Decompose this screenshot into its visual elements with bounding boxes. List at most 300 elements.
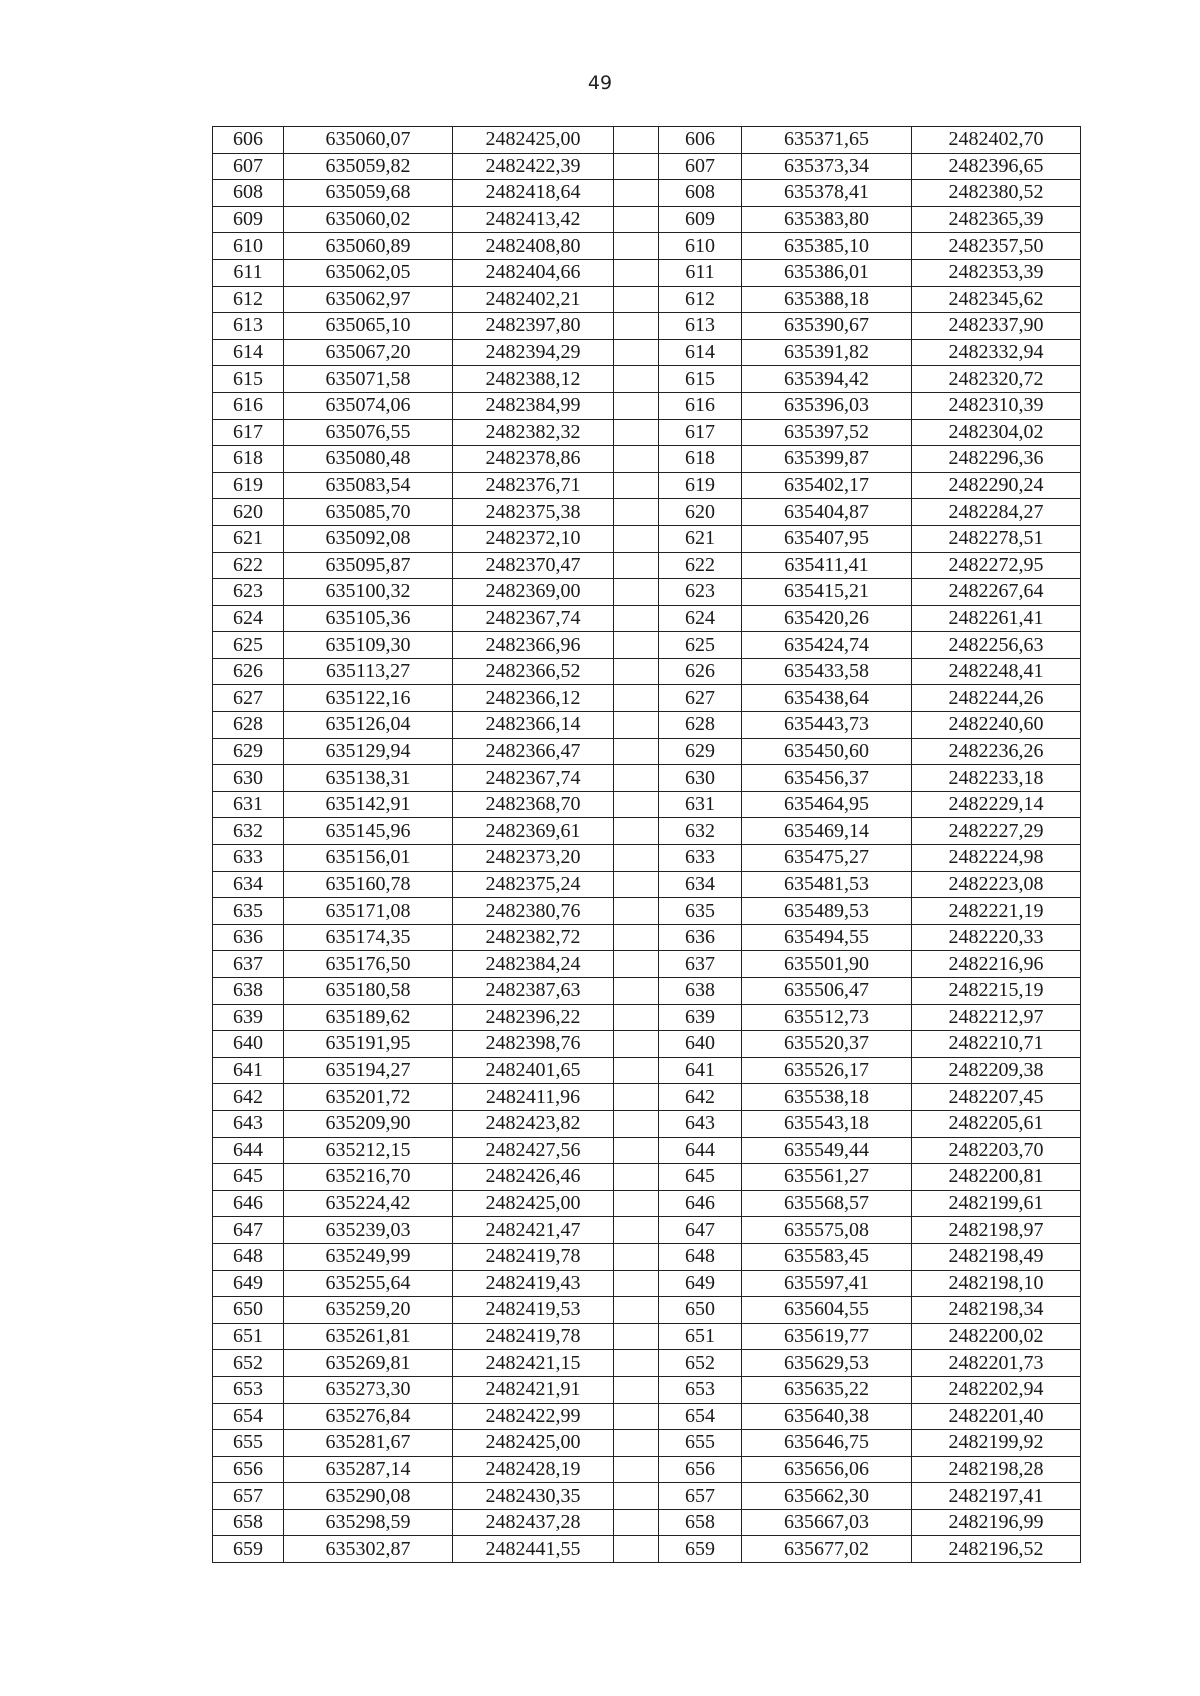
table-row [213, 1350, 1081, 1377]
x-coordinate-left: 635156,01 [284, 845, 453, 872]
y-coordinate-left: 2482382,72 [453, 924, 614, 951]
empty-separator-cell [614, 871, 659, 898]
x-coordinate-left: 635083,54 [284, 472, 453, 499]
table-row [213, 1084, 1081, 1111]
x-coordinate-right: 635481,53 [742, 871, 912, 898]
point-number-left: 632 [213, 818, 284, 845]
point-number-left: 637 [213, 951, 284, 978]
y-coordinate-right: 2482380,52 [912, 180, 1081, 207]
table-row [213, 1536, 1081, 1563]
point-number-right: 650 [659, 1297, 742, 1324]
y-coordinate-right: 2482212,97 [912, 1004, 1081, 1031]
point-number-right: 609 [659, 206, 742, 233]
y-coordinate-left: 2482368,70 [453, 791, 614, 818]
point-number-left: 651 [213, 1323, 284, 1350]
empty-separator-cell [614, 818, 659, 845]
table-row [213, 1110, 1081, 1137]
x-coordinate-left: 635176,50 [284, 951, 453, 978]
point-number-right: 615 [659, 366, 742, 393]
point-number-left: 646 [213, 1190, 284, 1217]
coordinates-table [212, 126, 1081, 1563]
y-coordinate-right: 2482196,52 [912, 1536, 1081, 1563]
empty-separator-cell [614, 924, 659, 951]
y-coordinate-right: 2482304,02 [912, 419, 1081, 446]
empty-separator-cell [614, 1243, 659, 1270]
table-row [213, 180, 1081, 207]
y-coordinate-left: 2482428,19 [453, 1456, 614, 1483]
point-number-right: 614 [659, 339, 742, 366]
empty-separator-cell [614, 605, 659, 632]
x-coordinate-left: 635060,07 [284, 127, 453, 154]
x-coordinate-right: 635407,95 [742, 525, 912, 552]
table-row [213, 259, 1081, 286]
point-number-left: 653 [213, 1376, 284, 1403]
empty-separator-cell [614, 1376, 659, 1403]
x-coordinate-left: 635122,16 [284, 685, 453, 712]
empty-separator-cell [614, 1536, 659, 1563]
empty-separator-cell [614, 1217, 659, 1244]
y-coordinate-left: 2482425,00 [453, 127, 614, 154]
y-coordinate-right: 2482203,70 [912, 1137, 1081, 1164]
y-coordinate-right: 2482229,14 [912, 791, 1081, 818]
table-row [213, 1164, 1081, 1191]
x-coordinate-left: 635092,08 [284, 525, 453, 552]
x-coordinate-right: 635520,37 [742, 1031, 912, 1058]
point-number-right: 623 [659, 579, 742, 606]
x-coordinate-right: 635415,21 [742, 579, 912, 606]
y-coordinate-right: 2482198,49 [912, 1243, 1081, 1270]
x-coordinate-right: 635399,87 [742, 446, 912, 473]
x-coordinate-right: 635583,45 [742, 1243, 912, 1270]
y-coordinate-left: 2482370,47 [453, 552, 614, 579]
point-number-right: 631 [659, 791, 742, 818]
point-number-right: 639 [659, 1004, 742, 1031]
x-coordinate-left: 635142,91 [284, 791, 453, 818]
x-coordinate-left: 635298,59 [284, 1509, 453, 1536]
x-coordinate-left: 635201,72 [284, 1084, 453, 1111]
x-coordinate-right: 635394,42 [742, 366, 912, 393]
point-number-left: 658 [213, 1509, 284, 1536]
empty-separator-cell [614, 658, 659, 685]
y-coordinate-left: 2482421,47 [453, 1217, 614, 1244]
y-coordinate-left: 2482422,39 [453, 153, 614, 180]
table-row [213, 1270, 1081, 1297]
table-row [213, 1137, 1081, 1164]
x-coordinate-left: 635059,68 [284, 180, 453, 207]
point-number-left: 616 [213, 392, 284, 419]
point-number-right: 633 [659, 845, 742, 872]
y-coordinate-right: 2482220,33 [912, 924, 1081, 951]
empty-separator-cell [614, 1483, 659, 1510]
x-coordinate-right: 635386,01 [742, 259, 912, 286]
y-coordinate-right: 2482209,38 [912, 1057, 1081, 1084]
x-coordinate-right: 635489,53 [742, 898, 912, 925]
y-coordinate-left: 2482387,63 [453, 978, 614, 1005]
y-coordinate-left: 2482369,61 [453, 818, 614, 845]
point-number-right: 630 [659, 765, 742, 792]
empty-separator-cell [614, 1004, 659, 1031]
x-coordinate-right: 635619,77 [742, 1323, 912, 1350]
empty-separator-cell [614, 738, 659, 765]
y-coordinate-right: 2482199,61 [912, 1190, 1081, 1217]
x-coordinate-right: 635543,18 [742, 1110, 912, 1137]
point-number-right: 621 [659, 525, 742, 552]
point-number-right: 652 [659, 1350, 742, 1377]
point-number-left: 647 [213, 1217, 284, 1244]
x-coordinate-right: 635397,52 [742, 419, 912, 446]
y-coordinate-left: 2482419,78 [453, 1323, 614, 1350]
x-coordinate-right: 635456,37 [742, 765, 912, 792]
point-number-left: 640 [213, 1031, 284, 1058]
point-number-left: 642 [213, 1084, 284, 1111]
point-number-right: 608 [659, 180, 742, 207]
point-number-right: 606 [659, 127, 742, 154]
point-number-right: 636 [659, 924, 742, 951]
y-coordinate-left: 2482418,64 [453, 180, 614, 207]
y-coordinate-left: 2482411,96 [453, 1084, 614, 1111]
table-row [213, 632, 1081, 659]
empty-separator-cell [614, 1323, 659, 1350]
point-number-right: 654 [659, 1403, 742, 1430]
x-coordinate-left: 635302,87 [284, 1536, 453, 1563]
point-number-left: 639 [213, 1004, 284, 1031]
table-row [213, 206, 1081, 233]
table-row [213, 579, 1081, 606]
x-coordinate-left: 635059,82 [284, 153, 453, 180]
point-number-left: 615 [213, 366, 284, 393]
point-number-left: 633 [213, 845, 284, 872]
empty-separator-cell [614, 472, 659, 499]
table-row [213, 712, 1081, 739]
point-number-left: 612 [213, 286, 284, 313]
y-coordinate-right: 2482267,64 [912, 579, 1081, 606]
y-coordinate-right: 2482200,02 [912, 1323, 1081, 1350]
table-row [213, 1190, 1081, 1217]
x-coordinate-left: 635100,32 [284, 579, 453, 606]
y-coordinate-left: 2482402,21 [453, 286, 614, 313]
x-coordinate-right: 635411,41 [742, 552, 912, 579]
point-number-left: 626 [213, 658, 284, 685]
point-number-left: 654 [213, 1403, 284, 1430]
point-number-right: 640 [659, 1031, 742, 1058]
empty-separator-cell [614, 685, 659, 712]
y-coordinate-right: 2482332,94 [912, 339, 1081, 366]
x-coordinate-right: 635371,65 [742, 127, 912, 154]
y-coordinate-left: 2482372,10 [453, 525, 614, 552]
y-coordinate-left: 2482425,00 [453, 1430, 614, 1457]
point-number-left: 625 [213, 632, 284, 659]
point-number-left: 611 [213, 259, 284, 286]
x-coordinate-left: 635287,14 [284, 1456, 453, 1483]
empty-separator-cell [614, 366, 659, 393]
empty-separator-cell [614, 1403, 659, 1430]
x-coordinate-right: 635388,18 [742, 286, 912, 313]
x-coordinate-right: 635575,08 [742, 1217, 912, 1244]
point-number-right: 619 [659, 472, 742, 499]
table-row [213, 127, 1081, 154]
point-number-left: 627 [213, 685, 284, 712]
table-row [213, 153, 1081, 180]
page-number: 49 [587, 72, 613, 94]
point-number-right: 648 [659, 1243, 742, 1270]
empty-separator-cell [614, 1509, 659, 1536]
x-coordinate-right: 635469,14 [742, 818, 912, 845]
x-coordinate-left: 635224,42 [284, 1190, 453, 1217]
empty-separator-cell [614, 978, 659, 1005]
x-coordinate-left: 635080,48 [284, 446, 453, 473]
x-coordinate-left: 635174,35 [284, 924, 453, 951]
x-coordinate-right: 635420,26 [742, 605, 912, 632]
x-coordinate-left: 635062,05 [284, 259, 453, 286]
table-row [213, 1057, 1081, 1084]
table-row [213, 1004, 1081, 1031]
x-coordinate-left: 635194,27 [284, 1057, 453, 1084]
point-number-right: 655 [659, 1430, 742, 1457]
table-row [213, 1509, 1081, 1536]
point-number-right: 646 [659, 1190, 742, 1217]
point-number-left: 659 [213, 1536, 284, 1563]
x-coordinate-left: 635138,31 [284, 765, 453, 792]
x-coordinate-left: 635191,95 [284, 1031, 453, 1058]
y-coordinate-left: 2482375,24 [453, 871, 614, 898]
x-coordinate-left: 635065,10 [284, 313, 453, 340]
point-number-right: 659 [659, 1536, 742, 1563]
x-coordinate-left: 635109,30 [284, 632, 453, 659]
table-row [213, 924, 1081, 951]
point-number-right: 613 [659, 313, 742, 340]
y-coordinate-right: 2482310,39 [912, 392, 1081, 419]
y-coordinate-left: 2482367,74 [453, 765, 614, 792]
y-coordinate-right: 2482205,61 [912, 1110, 1081, 1137]
empty-separator-cell [614, 791, 659, 818]
y-coordinate-right: 2482337,90 [912, 313, 1081, 340]
empty-separator-cell [614, 392, 659, 419]
y-coordinate-left: 2482366,12 [453, 685, 614, 712]
empty-separator-cell [614, 712, 659, 739]
point-number-right: 643 [659, 1110, 742, 1137]
y-coordinate-left: 2482369,00 [453, 579, 614, 606]
table-row [213, 392, 1081, 419]
point-number-right: 637 [659, 951, 742, 978]
point-number-left: 655 [213, 1430, 284, 1457]
empty-separator-cell [614, 579, 659, 606]
x-coordinate-right: 635667,03 [742, 1509, 912, 1536]
y-coordinate-right: 2482221,19 [912, 898, 1081, 925]
table-row [213, 286, 1081, 313]
table-row [213, 818, 1081, 845]
x-coordinate-right: 635433,58 [742, 658, 912, 685]
y-coordinate-right: 2482278,51 [912, 525, 1081, 552]
y-coordinate-left: 2482419,53 [453, 1297, 614, 1324]
point-number-left: 636 [213, 924, 284, 951]
x-coordinate-left: 635129,94 [284, 738, 453, 765]
x-coordinate-right: 635597,41 [742, 1270, 912, 1297]
y-coordinate-left: 2482426,46 [453, 1164, 614, 1191]
y-coordinate-left: 2482425,00 [453, 1190, 614, 1217]
table-row [213, 472, 1081, 499]
x-coordinate-left: 635074,06 [284, 392, 453, 419]
y-coordinate-right: 2482198,97 [912, 1217, 1081, 1244]
y-coordinate-right: 2482223,08 [912, 871, 1081, 898]
point-number-right: 622 [659, 552, 742, 579]
y-coordinate-right: 2482248,41 [912, 658, 1081, 685]
point-number-right: 612 [659, 286, 742, 313]
point-number-right: 629 [659, 738, 742, 765]
table-row [213, 1376, 1081, 1403]
table-row [213, 658, 1081, 685]
point-number-right: 627 [659, 685, 742, 712]
point-number-left: 613 [213, 313, 284, 340]
y-coordinate-left: 2482394,29 [453, 339, 614, 366]
x-coordinate-right: 635635,22 [742, 1376, 912, 1403]
point-number-right: 624 [659, 605, 742, 632]
x-coordinate-left: 635276,84 [284, 1403, 453, 1430]
point-number-right: 611 [659, 259, 742, 286]
x-coordinate-left: 635095,87 [284, 552, 453, 579]
point-number-right: 656 [659, 1456, 742, 1483]
table-row [213, 871, 1081, 898]
x-coordinate-right: 635475,27 [742, 845, 912, 872]
x-coordinate-left: 635259,20 [284, 1297, 453, 1324]
y-coordinate-right: 2482200,81 [912, 1164, 1081, 1191]
empty-separator-cell [614, 313, 659, 340]
y-coordinate-left: 2482430,35 [453, 1483, 614, 1510]
point-number-left: 628 [213, 712, 284, 739]
y-coordinate-right: 2482396,65 [912, 153, 1081, 180]
point-number-left: 609 [213, 206, 284, 233]
point-number-left: 622 [213, 552, 284, 579]
x-coordinate-right: 635378,41 [742, 180, 912, 207]
x-coordinate-left: 635239,03 [284, 1217, 453, 1244]
y-coordinate-right: 2482296,36 [912, 446, 1081, 473]
empty-separator-cell [614, 1190, 659, 1217]
x-coordinate-left: 635189,62 [284, 1004, 453, 1031]
x-coordinate-left: 635126,04 [284, 712, 453, 739]
empty-separator-cell [614, 286, 659, 313]
point-number-left: 619 [213, 472, 284, 499]
point-number-left: 635 [213, 898, 284, 925]
y-coordinate-right: 2482198,34 [912, 1297, 1081, 1324]
x-coordinate-right: 635501,90 [742, 951, 912, 978]
empty-separator-cell [614, 153, 659, 180]
x-coordinate-left: 635060,89 [284, 233, 453, 260]
x-coordinate-left: 635145,96 [284, 818, 453, 845]
y-coordinate-right: 2482240,60 [912, 712, 1081, 739]
point-number-left: 657 [213, 1483, 284, 1510]
x-coordinate-right: 635656,06 [742, 1456, 912, 1483]
x-coordinate-right: 635396,03 [742, 392, 912, 419]
table-row [213, 313, 1081, 340]
empty-separator-cell [614, 1137, 659, 1164]
table-row [213, 446, 1081, 473]
point-number-right: 647 [659, 1217, 742, 1244]
empty-separator-cell [614, 446, 659, 473]
point-number-right: 628 [659, 712, 742, 739]
table-row [213, 1297, 1081, 1324]
point-number-left: 638 [213, 978, 284, 1005]
point-number-right: 616 [659, 392, 742, 419]
point-number-right: 617 [659, 419, 742, 446]
y-coordinate-left: 2482413,42 [453, 206, 614, 233]
x-coordinate-right: 635646,75 [742, 1430, 912, 1457]
y-coordinate-left: 2482421,91 [453, 1376, 614, 1403]
point-number-right: 610 [659, 233, 742, 260]
x-coordinate-right: 635549,44 [742, 1137, 912, 1164]
y-coordinate-left: 2482421,15 [453, 1350, 614, 1377]
table-row [213, 339, 1081, 366]
y-coordinate-left: 2482441,55 [453, 1536, 614, 1563]
x-coordinate-right: 635662,30 [742, 1483, 912, 1510]
point-number-left: 631 [213, 791, 284, 818]
x-coordinate-left: 635062,97 [284, 286, 453, 313]
y-coordinate-right: 2482224,98 [912, 845, 1081, 872]
point-number-right: 641 [659, 1057, 742, 1084]
table-row [213, 1217, 1081, 1244]
table-row [213, 845, 1081, 872]
x-coordinate-left: 635261,81 [284, 1323, 453, 1350]
table-row [213, 366, 1081, 393]
y-coordinate-right: 2482196,99 [912, 1509, 1081, 1536]
table-row [213, 605, 1081, 632]
table-row [213, 1483, 1081, 1510]
x-coordinate-left: 635269,81 [284, 1350, 453, 1377]
point-number-left: 648 [213, 1243, 284, 1270]
y-coordinate-left: 2482378,86 [453, 446, 614, 473]
table-row [213, 1403, 1081, 1430]
point-number-right: 620 [659, 499, 742, 526]
y-coordinate-right: 2482207,45 [912, 1084, 1081, 1111]
x-coordinate-right: 635402,17 [742, 472, 912, 499]
empty-separator-cell [614, 552, 659, 579]
y-coordinate-left: 2482427,56 [453, 1137, 614, 1164]
y-coordinate-right: 2482199,92 [912, 1430, 1081, 1457]
y-coordinate-left: 2482366,96 [453, 632, 614, 659]
x-coordinate-right: 635383,80 [742, 206, 912, 233]
empty-separator-cell [614, 898, 659, 925]
empty-separator-cell [614, 499, 659, 526]
x-coordinate-left: 635076,55 [284, 419, 453, 446]
y-coordinate-left: 2482398,76 [453, 1031, 614, 1058]
y-coordinate-right: 2482272,95 [912, 552, 1081, 579]
empty-separator-cell [614, 127, 659, 154]
point-number-right: 638 [659, 978, 742, 1005]
y-coordinate-right: 2482197,41 [912, 1483, 1081, 1510]
x-coordinate-left: 635255,64 [284, 1270, 453, 1297]
y-coordinate-right: 2482202,94 [912, 1376, 1081, 1403]
table-row [213, 951, 1081, 978]
y-coordinate-right: 2482210,71 [912, 1031, 1081, 1058]
x-coordinate-right: 635526,17 [742, 1057, 912, 1084]
table-row [213, 978, 1081, 1005]
point-number-left: 629 [213, 738, 284, 765]
y-coordinate-right: 2482261,41 [912, 605, 1081, 632]
x-coordinate-right: 635438,64 [742, 685, 912, 712]
empty-separator-cell [614, 419, 659, 446]
y-coordinate-right: 2482198,10 [912, 1270, 1081, 1297]
point-number-right: 618 [659, 446, 742, 473]
y-coordinate-left: 2482404,66 [453, 259, 614, 286]
y-coordinate-right: 2482236,26 [912, 738, 1081, 765]
y-coordinate-right: 2482227,29 [912, 818, 1081, 845]
table-row [213, 419, 1081, 446]
point-number-left: 656 [213, 1456, 284, 1483]
y-coordinate-left: 2482373,20 [453, 845, 614, 872]
x-coordinate-right: 635494,55 [742, 924, 912, 951]
table-row [213, 765, 1081, 792]
x-coordinate-right: 635390,67 [742, 313, 912, 340]
y-coordinate-right: 2482198,28 [912, 1456, 1081, 1483]
x-coordinate-right: 635450,60 [742, 738, 912, 765]
